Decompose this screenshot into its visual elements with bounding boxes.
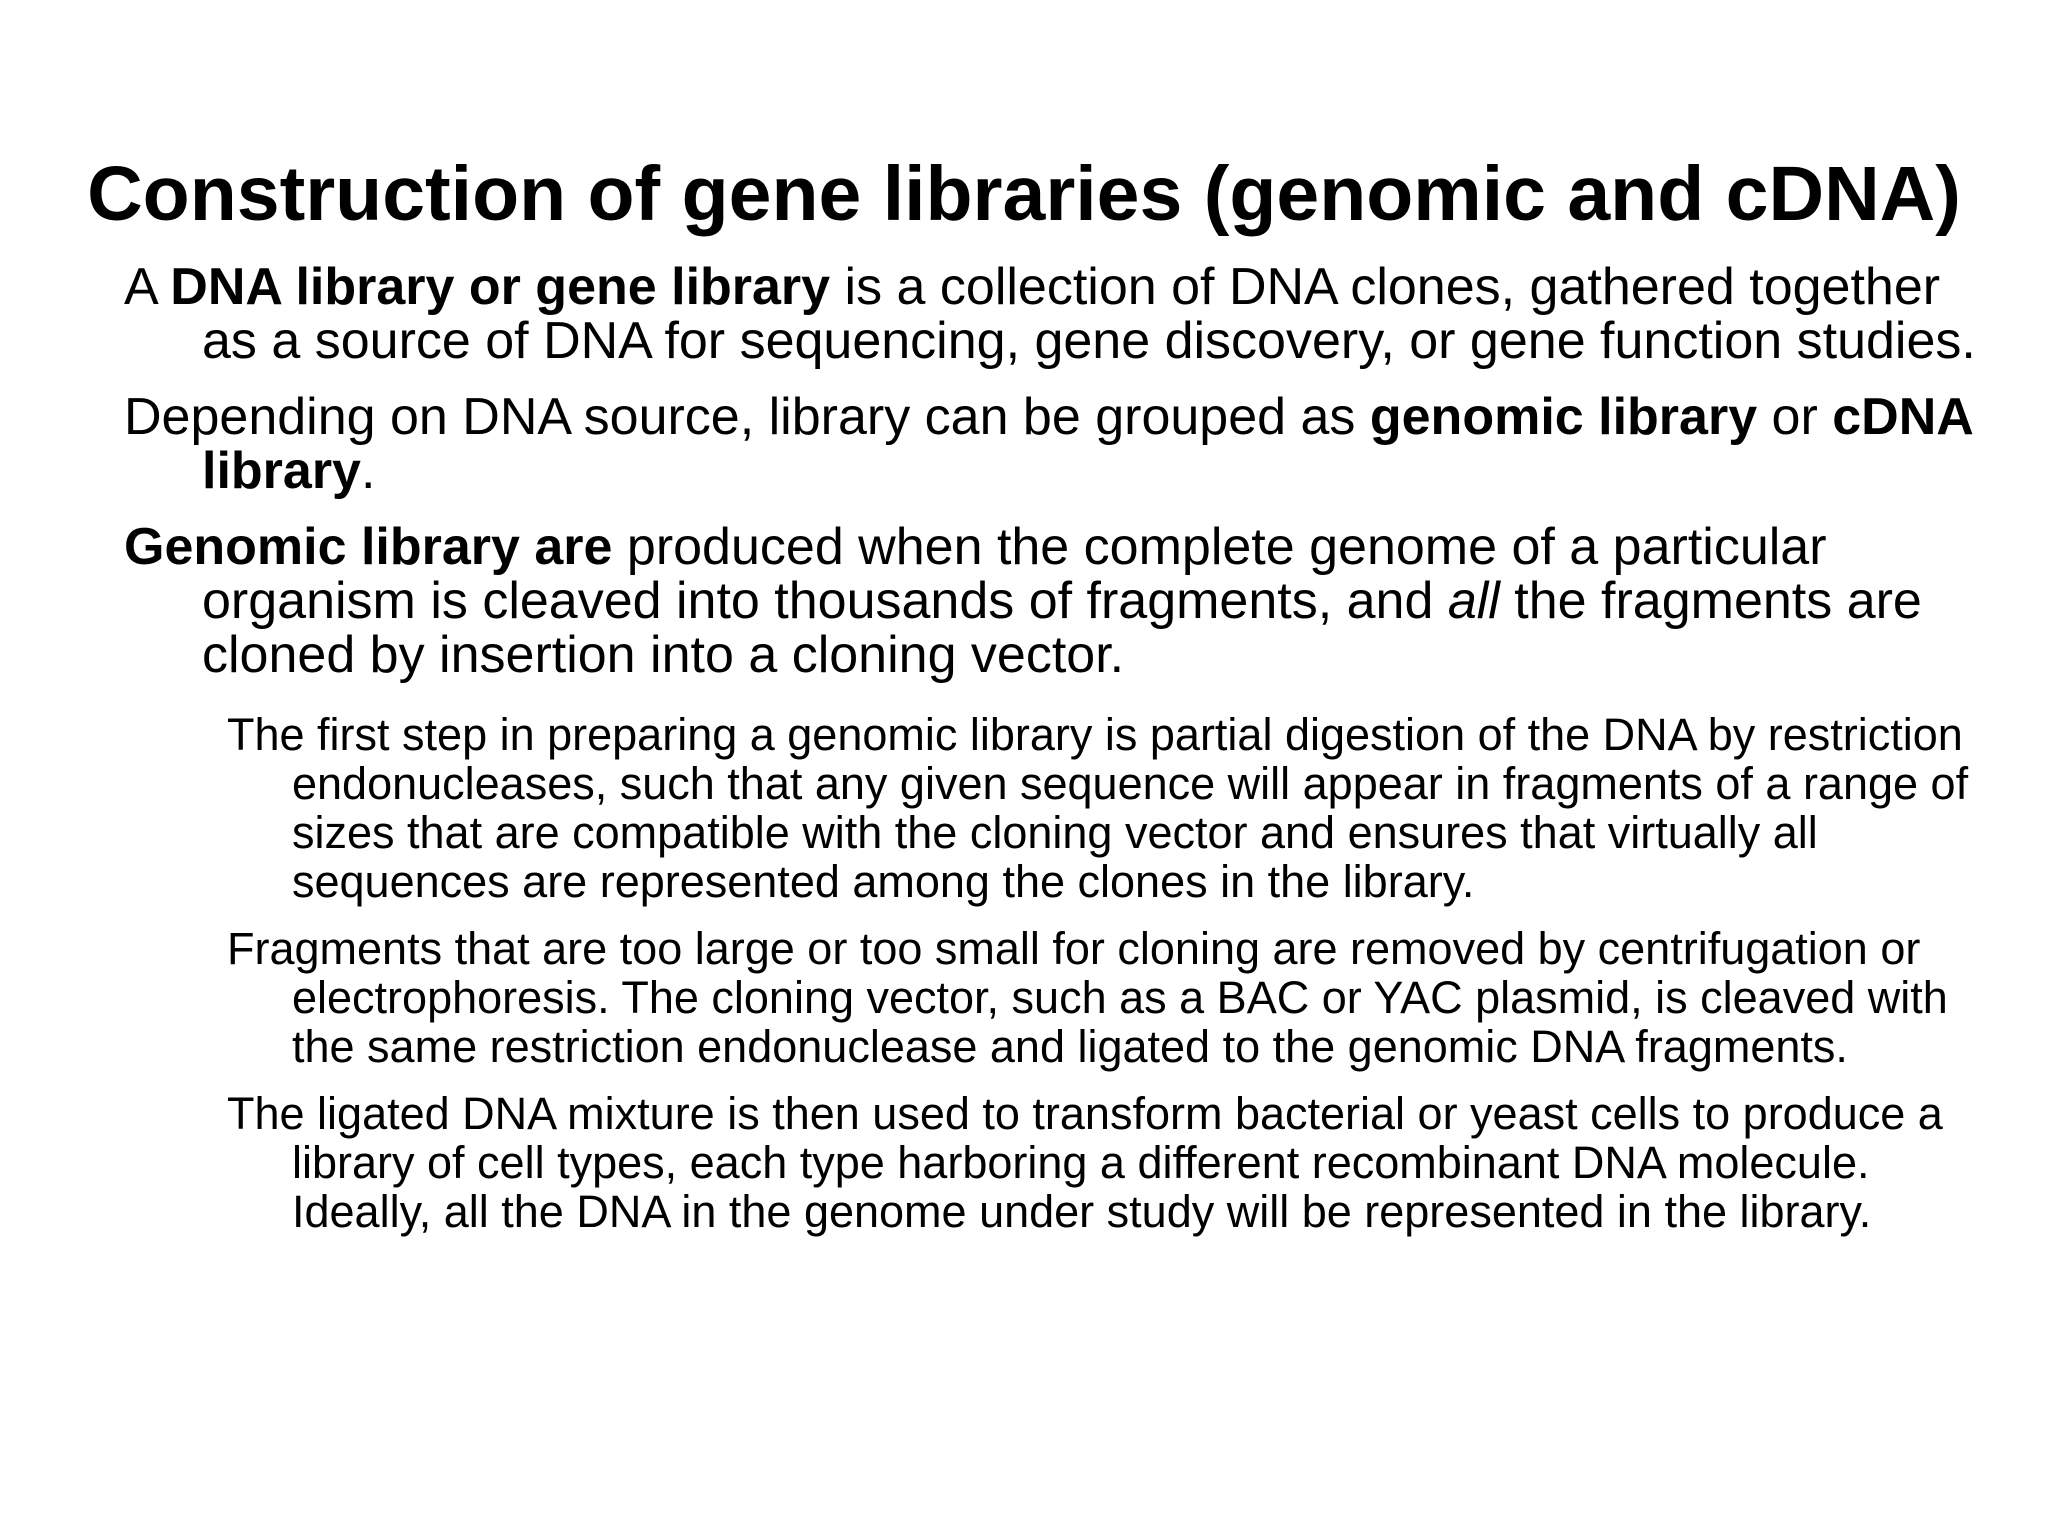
subparagraph-transformation: The ligated DNA mixture is then used to transform bacterial or yeast cells to produce a library of cell types, each type harboring a different recombinant DNA molecule. Ideally, all the DNA in the genome under study will be represented in the library. — [227, 1088, 1943, 1237]
paragraph-library-types — [124, 390, 2004, 498]
text-run: or — [1757, 388, 1833, 446]
slide-title: Construction of gene libraries (genomic and cDNA) — [87, 151, 1961, 237]
subparagraph-fragment-selection: Fragments that are too large or too small for cloning are removed by centrifugation or electrophoresis. The cloning vector, such as a BAC or YAC plasmid, is cleaved with the same restriction endonuclease and ligated to the genomic DNA fragments. — [227, 923, 1948, 1072]
subparagraph-first-step: The first step in preparing a genomic library is partial digestion of the DNA by restriction endonucleases, such that any given sequence will appear in fragments of a range of sizes that are compatible with the cloning vector and ensures that virtually all sequences are represented among the clones in the library. — [227, 709, 1969, 907]
slide-body — [124, 260, 2004, 1254]
paragraph-dna-library — [124, 260, 2004, 368]
bold-term: cDNA library — [202, 388, 1972, 500]
text-run: A — [124, 258, 171, 316]
text-run: the fragments are cloned by insertion into a cloning vector. — [202, 572, 1922, 684]
italic-term: all — [1447, 572, 1500, 630]
text-run: is a collection of DNA clones, gathered together as a source of DNA for sequencing, gene discovery, or gene function studies. — [202, 258, 1976, 370]
text-run: Depending on DNA source, library can be grouped as — [124, 388, 1370, 446]
paragraph-genomic-library — [124, 520, 2004, 682]
text-run: . — [360, 442, 376, 500]
bold-term: Genomic library are — [124, 518, 613, 576]
text-run: produced when the complete genome of a particular organism is cleaved into thousands of fragments, and — [202, 518, 1827, 630]
bold-term: genomic library — [1369, 388, 1758, 446]
bold-term: DNA library or gene library — [170, 258, 831, 316]
